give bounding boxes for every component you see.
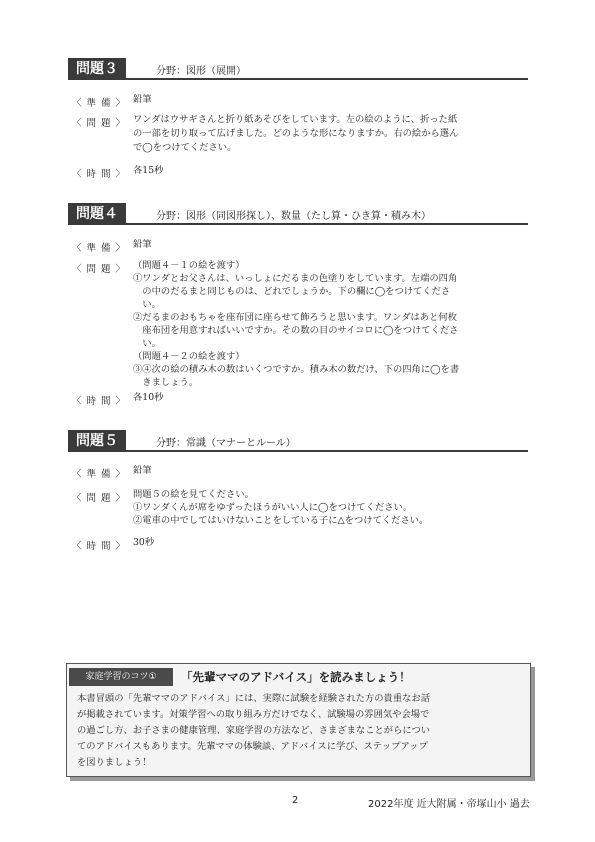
problem-badge: 問題４ bbox=[68, 203, 126, 225]
junbi-text: 鉛筆 bbox=[133, 239, 152, 250]
tip-line: を図りましょう！ bbox=[77, 757, 152, 768]
section-3-header bbox=[68, 58, 528, 80]
mondai-line: い。 bbox=[133, 299, 161, 310]
mondai-line: い。 bbox=[133, 338, 161, 349]
tip-line: てのアドバイスもあります。先輩ママの体験談、アドバイスに学び、ステップアップ bbox=[77, 741, 428, 752]
mondai-line: で◯をつけてください。 bbox=[133, 142, 237, 153]
jikan-label: 〈 時 間 〉 bbox=[72, 169, 127, 180]
mondai-label: 〈 問 題 〉 bbox=[72, 493, 127, 504]
tip-line: が掲載されています。対策学習への取り組み方だけでなく、試験場の雰囲気や会場で bbox=[77, 709, 430, 720]
tip-box bbox=[66, 663, 531, 777]
mondai-line: ②だるまのおもちゃを座布団に座らせて飾ろうと思います。ワンダはあと何枚 bbox=[133, 312, 457, 323]
field-label: 分野：図形（展開） bbox=[156, 66, 246, 77]
jikan-label: 〈 時 間 〉 bbox=[72, 541, 127, 552]
mondai-label: 〈 問 題 〉 bbox=[72, 118, 127, 129]
field-label: 分野：図形（同図形探し）、数量（たし算・ひき算・積み木） bbox=[156, 211, 431, 222]
page-number: 2 bbox=[292, 795, 299, 806]
jikan-label: 〈 時 間 〉 bbox=[72, 396, 127, 407]
mondai-line: の中のだるまと同じものは、どれでしょうか。下の欄に◯をつけてくださ bbox=[133, 286, 451, 297]
junbi-label: 〈 準 備 〉 bbox=[72, 243, 127, 254]
divider bbox=[68, 450, 528, 452]
mondai-line: きましょう。 bbox=[133, 377, 199, 388]
junbi-label: 〈 準 備 〉 bbox=[72, 98, 127, 109]
mondai-label: 〈 問 題 〉 bbox=[72, 264, 127, 275]
jikan-text: 各15秒 bbox=[133, 165, 164, 176]
mondai-line: ワンダはウサギさんと折り紙あそびをしています。左の絵のように、折った紙 bbox=[133, 114, 458, 125]
section-4-header bbox=[68, 203, 528, 225]
jikan-text: 30秒 bbox=[133, 537, 155, 548]
problem-badge: 問題３ bbox=[68, 58, 126, 80]
tip-badge: 家庭学習のコツ① bbox=[69, 668, 173, 686]
mondai-line: （問題４－１の絵を渡す） bbox=[133, 260, 245, 271]
mondai-line: ①ワンダくんが席をゆずったほうがいい人に◯をつけてください。 bbox=[133, 502, 413, 513]
tip-line: 本書冒頭の「先輩ママのアドバイス」には、実際に試験を経験された方の貴重なお話 bbox=[77, 693, 431, 704]
mondai-line: の一部を切り取って広げました。どのような形になりますか。右の絵から選ん bbox=[133, 128, 459, 139]
mondai-line: （問題４－２の絵を渡す） bbox=[133, 351, 245, 362]
problem-badge: 問題５ bbox=[68, 430, 126, 452]
junbi-text: 鉛筆 bbox=[133, 465, 152, 476]
junbi-label: 〈 準 備 〉 bbox=[72, 469, 127, 480]
book-title: 2022年度 近大附属・帝塚山小 過去 bbox=[368, 799, 530, 810]
field-label: 分野：常識（マナーとルール） bbox=[156, 438, 296, 449]
divider bbox=[68, 223, 528, 225]
tip-line: の過ごし方、お子さまの健康管理、家庭学習の方法など、さまざまなことがらについ bbox=[77, 725, 431, 736]
junbi-text: 鉛筆 bbox=[133, 94, 152, 105]
divider bbox=[68, 78, 528, 80]
tip-title: 「先輩ママのアドバイス」を読みましょう！ bbox=[181, 670, 411, 684]
jikan-text: 各10秒 bbox=[133, 392, 164, 403]
mondai-line: 問題５の絵を見てください。 bbox=[133, 489, 254, 500]
mondai-line: ②電車の中でしてはいけないことをしている子に△をつけてください。 bbox=[133, 515, 429, 526]
mondai-line: 座布団を用意すればいいですか。その数の目のサイコロに◯をつけてくださ bbox=[133, 325, 459, 336]
mondai-line: ③④次の絵の積み木の数はいくつですか。積み木の数だけ、下の四角に◯を書 bbox=[133, 364, 460, 375]
mondai-line: ①ワンダとお父さんは、いっしょにだるまの色塗りをしています。左端の四角 bbox=[133, 273, 458, 284]
section-5-header bbox=[68, 430, 528, 452]
